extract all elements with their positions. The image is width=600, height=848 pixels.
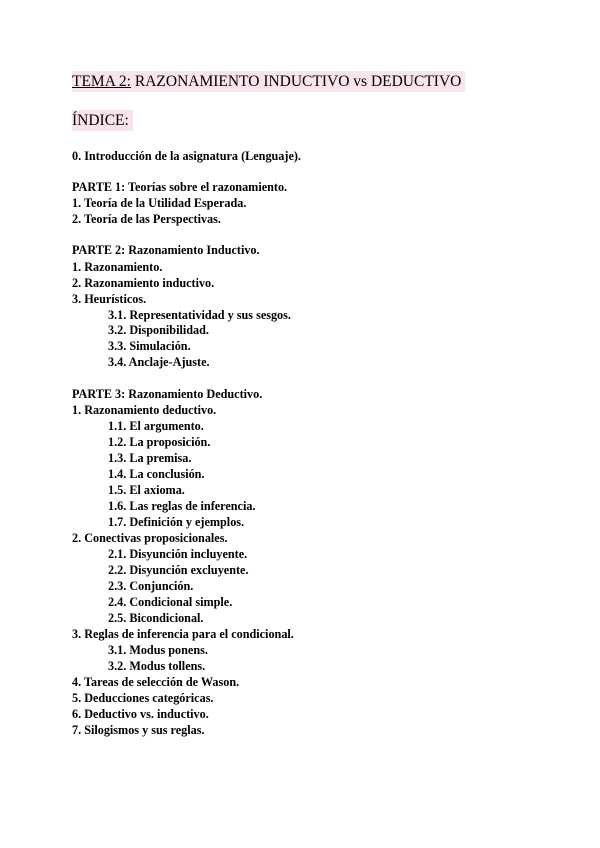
part3-subitem: 1.1. El argumento. [108,419,204,433]
part3-subitem: 2.3. Conjunción. [108,579,194,593]
part1-heading: PARTE 1: Teorías sobre el razonamiento. [72,180,288,194]
intro-line: 0. Introducción de la asignatura (Lenguaje). [72,149,301,163]
part1-item: 2. Teoría de las Perspectivas. [72,212,221,226]
part3-subitem: 2.1. Disyunción incluyente. [108,547,248,561]
part3-subitem: 3.1. Modus ponens. [108,643,208,657]
part3-item: 3. Reglas de inferencia para el condicional. [72,627,294,641]
part3-item: 1. Razonamiento deductivo. [72,403,217,417]
part2-subitem: 3.2. Disponibilidad. [108,323,209,337]
part3-subitem: 1.7. Definición y ejemplos. [108,515,245,529]
part2-subitem: 3.1. Representatividad y sus sesgos. [108,308,291,322]
part3-subitem: 1.6. Las reglas de inferencia. [108,499,256,513]
part2-item: 3. Heurísticos. [72,292,147,306]
part3-heading: PARTE 3: Razonamiento Deductivo. [72,387,263,401]
part2-subitem: 3.3. Simulación. [108,339,191,353]
part3-subitem: 1.5. El axioma. [108,483,185,497]
part3-subitem: 3.2. Modus tollens. [108,659,206,673]
index-heading: ÍNDICE: [72,110,133,131]
title-text: RAZONAMIENTO INDUCTIVO vs DEDUCTIVO [131,73,462,90]
part3-subitem: 2.5. Bicondicional. [108,611,204,625]
part3-subitem: 2.4. Condicional simple. [108,595,233,609]
part3-item: 6. Deductivo vs. inductivo. [72,707,209,721]
part3-item: 2. Conectivas proposicionales. [72,531,228,545]
part2-subitem: 3.4. Anclaje-Ajuste. [108,355,210,369]
part3-subitem: 2.2. Disyunción excluyente. [108,563,249,577]
document-title [72,71,465,92]
part2-item: 2. Razonamiento inductivo. [72,276,215,290]
part3-subitem: 1.3. La premisa. [108,451,192,465]
part3-item: 4. Tareas de selección de Wason. [72,675,240,689]
part3-subitem: 1.4. La conclusión. [108,467,205,481]
part3-subitem: 1.2. La proposición. [108,435,211,449]
part2-item: 1. Razonamiento. [72,260,163,274]
part3-item: 7. Silogismos y sus reglas. [72,723,205,737]
title-prefix: TEMA 2: [72,73,131,90]
part1-item: 1. Teoría de la Utilidad Esperada. [72,196,247,210]
part2-heading: PARTE 2: Razonamiento Inductivo. [72,243,260,257]
part3-item: 5. Deducciones categóricas. [72,691,214,705]
